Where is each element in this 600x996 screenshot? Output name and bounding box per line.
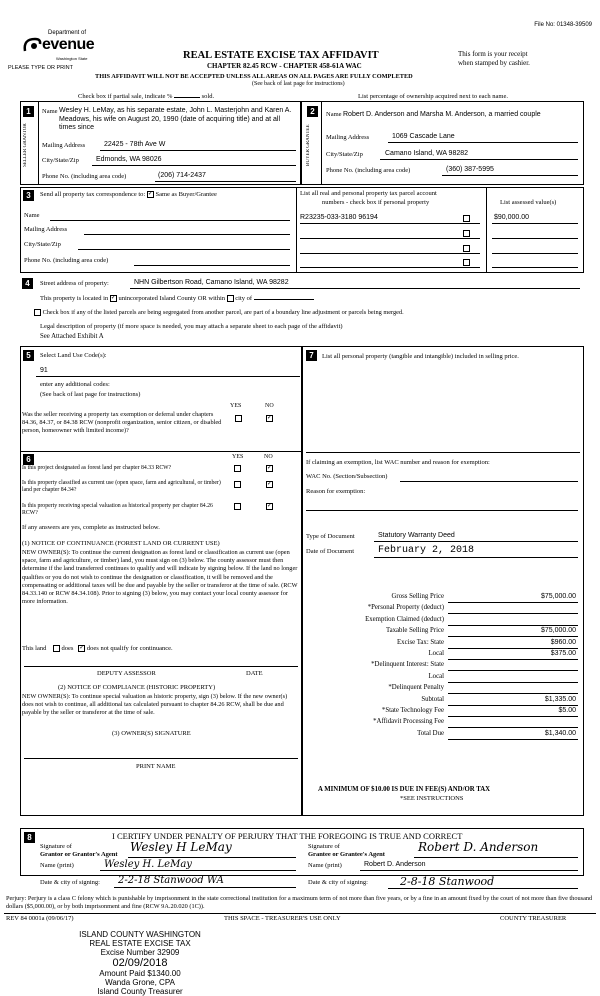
- section-6-number: 6: [23, 454, 34, 465]
- section-4-number: 4: [22, 278, 33, 289]
- grantee-agent-label: Grantee or Grantee's Agent: [308, 851, 385, 858]
- sec5-see-back: (See back of last page for instructions): [40, 391, 141, 398]
- seller-city: Edmonds, WA 98026: [96, 156, 162, 163]
- tax-row-value: $375.00: [550, 650, 576, 657]
- tax-row-line: [448, 659, 578, 660]
- section-2-number: 2: [307, 106, 318, 117]
- grantor-date-label: Date & city of signing:: [40, 879, 100, 886]
- logo-swoosh-icon: [22, 36, 42, 56]
- grantor-print-name: Wesley H. LeMay: [104, 859, 192, 870]
- grantor-name-label: Name (print): [40, 862, 74, 869]
- minimum-due: A MINIMUM OF $10.00 IS DUE IN FEE(S) AND/OR TAX: [318, 786, 491, 793]
- claiming-exemption: If claiming an exemption, list WAC number and reason for exemption:: [306, 459, 490, 466]
- parcel-header-2: numbers - check box if personal property: [322, 199, 430, 206]
- tax-row-line: [448, 716, 578, 717]
- current-use-question: Is this property classified as current use (open space, farm and agricultural, or timber) land per chapter 84.34?: [22, 480, 221, 493]
- stamp-line-4: 02/09/2018: [112, 956, 168, 969]
- personal-property-checkbox-2[interactable]: [463, 230, 470, 237]
- exemption-no-checkbox[interactable]: ✓: [267, 415, 273, 421]
- same-as-buyer-checkbox[interactable]: ✓: [147, 191, 153, 198]
- historic-yes-checkbox[interactable]: [234, 503, 241, 510]
- seller-mail-label: Mailing Address: [42, 142, 86, 149]
- see-instructions: *SEE INSTRUCTIONS: [400, 795, 464, 802]
- buyer-city: Camano Island, WA 98282: [385, 150, 469, 157]
- grantee-print-name: Robert D. Anderson: [364, 861, 426, 868]
- street-address: NHN Gilbertson Road, Camano Island, WA 98282: [134, 279, 289, 286]
- seller-mail: 22425 - 78th Ave W: [104, 141, 166, 148]
- stamp-line-1: ISLAND COUNTY WASHINGTON: [79, 930, 201, 939]
- tax-row-line: [448, 693, 578, 694]
- partial-sale-label: Check box if partial sale, indicate % sold.: [78, 93, 215, 100]
- tax-row-line: [448, 625, 578, 626]
- form-subtitle: CHAPTER 82.45 RCW - CHAPTER 458-61A WAC: [207, 62, 362, 70]
- seller-name-label: Name: [42, 108, 58, 115]
- sec3-name-label: Name: [24, 212, 40, 219]
- logo-dept: Department of: [48, 30, 87, 36]
- does-qualify-checkbox[interactable]: [53, 645, 60, 652]
- doc-type: Statutory Warranty Deed: [378, 532, 455, 539]
- street-label: Street address of property:: [40, 280, 109, 287]
- tax-row-label: Total Due: [417, 729, 444, 737]
- tax-row-label: *Affidavit Processing Fee: [373, 718, 444, 726]
- personal-property-checkbox-3[interactable]: [463, 245, 470, 252]
- grantor-agent-label: Grantor or Grantor's Agent: [40, 851, 118, 858]
- doc-date-label: Date of Document: [306, 548, 355, 555]
- deputy-assessor: DEPUTY ASSESSOR: [97, 670, 156, 677]
- reason-label: Reason for exemption:: [306, 488, 366, 495]
- unincorporated-checkbox[interactable]: ✓: [110, 295, 116, 302]
- seller-name: Wesley H. LeMay, as his separate estate, John L. Masterjohn and Karen A. Meadows, his wife on August 20, 1990 (date of acquiring title) and at all times since: [59, 107, 292, 132]
- additional-codes: enter any additional codes:: [40, 381, 110, 388]
- sec3-mail-label: Mailing Address: [24, 226, 68, 233]
- tax-row-label: Taxable Selling Price: [385, 627, 444, 635]
- please-type: PLEASE TYPE OR PRINT: [8, 65, 74, 71]
- grantor-sig-of: Signature of: [40, 843, 72, 850]
- personal-property-checkbox-1[interactable]: [463, 215, 470, 222]
- grantee-date-label: Date & city of signing:: [308, 879, 368, 886]
- perjury-notice: Perjury: Perjury is a class C felony which is punishable by imprisonment in the state correctional institution for a maximum term of not more than five years, or by a fine in an amount fixed by the court of not more than five thousand dollars ($5,000.00), or by both imprisonment and fine (RCW 9A.20.020 (1C)).: [6, 895, 593, 910]
- doc-type-label: Type of Document: [306, 533, 355, 540]
- qualify-line: This land does ✓ does not qualify for continuance.: [22, 645, 173, 652]
- seller-side-label: SELLER GRANTOR: [23, 123, 28, 167]
- tax-row-value: $960.00: [550, 638, 576, 646]
- ownership-note: List percentage of ownership acquired next to each name.: [358, 93, 508, 100]
- section-3-number: 3: [23, 190, 34, 201]
- see-back-note: (See back of last page for instructions): [252, 81, 345, 87]
- stamp-line-7: Island County Treasurer: [97, 987, 183, 996]
- personal-property-checkbox-4[interactable]: [463, 259, 470, 266]
- notice-1-title: (1) NOTICE OF CONTINUANCE (FOREST LAND OR CURRENT USE): [22, 540, 220, 547]
- sec5-yes: YES: [230, 403, 242, 409]
- print-name-label: PRINT NAME: [136, 763, 176, 770]
- tax-row-line: [448, 670, 578, 671]
- treasurer-space: THIS SPACE - TREASURER'S USE ONLY: [224, 915, 341, 922]
- sec6-yes: YES: [232, 454, 244, 460]
- buyer-mail: 1069 Cascade Lane: [392, 133, 455, 140]
- tax-row-label: Local: [428, 650, 444, 657]
- section-8-number: 8: [24, 832, 35, 843]
- land-use-code: 91: [40, 367, 48, 374]
- sec3-city-label: City/State/Zip: [24, 241, 61, 248]
- tax-row-line: [448, 636, 578, 637]
- if-any-yes: If any answers are yes, complete as instructed below.: [22, 524, 160, 531]
- tax-row-label: *Personal Property (deduct): [367, 604, 444, 612]
- seller-phone-label: Phone No. (including area code): [42, 173, 127, 180]
- tax-row-label: Gross Selling Price: [391, 593, 444, 600]
- stamp-line-3: Excise Number 32909: [100, 948, 180, 958]
- within-city-checkbox[interactable]: [227, 295, 234, 302]
- buyer-mail-label: Mailing Address: [326, 134, 370, 141]
- sec6-no: NO: [264, 454, 273, 460]
- forest-yes-checkbox[interactable]: [234, 465, 241, 472]
- logo-revenue: evenue: [42, 36, 95, 53]
- tax-row-value: $1,335.00: [544, 695, 576, 703]
- legal-desc-label: Legal description of property (if more space is needed, you may attach a separate sheet to each page of the affidavit): [40, 323, 343, 330]
- receipt-note-1: This form is your receipt: [458, 50, 528, 58]
- tax-row-line: [448, 682, 578, 683]
- tax-row-line: [448, 705, 578, 706]
- buyer-phone: (360) 387-5995: [446, 166, 494, 173]
- seller-city-label: City/State/Zip: [42, 157, 79, 164]
- exemption-question: Was the seller receiving a property tax exemption or deferral under chapters 84.36, 84.37, or 84.38 RCW (nonprofit organization, senior citizen, or disabled person, homeowner with limited income)?: [22, 411, 222, 434]
- historic-no-checkbox[interactable]: ✓: [267, 503, 273, 509]
- buyer-phone-label: Phone No. (including area code): [326, 167, 411, 174]
- tax-row-line: [448, 727, 578, 728]
- tax-row-label: Exemption Claimed (deduct): [365, 615, 444, 623]
- tax-row-value: $75,000.00: [540, 627, 576, 635]
- doc-date: February 2, 2018: [378, 545, 475, 556]
- historic-question: Is this property receiving special valuation as historical property per chapter 84.26 RCW?: [22, 503, 213, 516]
- grantee-signature: Robert D. Anderson: [418, 840, 539, 854]
- grantor-signature: Wesley H LeMay: [130, 840, 232, 854]
- stamp-line-5: Amount Paid $1340.00: [99, 968, 181, 978]
- send-correspondence-label: Send all property tax correspondence to: ✓ Same as Buyer/Grantee: [40, 191, 217, 198]
- tax-row-label: *Delinquent Penalty: [388, 684, 444, 692]
- section-7-number: 7: [306, 350, 317, 361]
- buyer-name-label: Name: [326, 111, 342, 118]
- current-use-yes-checkbox[interactable]: [234, 481, 241, 488]
- parcel-header-1: List all real and personal property tax parcel account: [300, 190, 437, 197]
- treasurer-stamp: [60, 930, 220, 996]
- tax-row-label: *State Technology Fee: [381, 707, 444, 714]
- grantee-date-city: 2-8-18 Stanwood: [400, 875, 495, 888]
- tax-row-value: $75,000.00: [540, 593, 576, 600]
- seller-phone: (206) 714-2437: [158, 172, 206, 179]
- form-title: REAL ESTATE EXCISE TAX AFFIDAVIT: [183, 50, 379, 61]
- segregated-checkbox[interactable]: [34, 309, 41, 316]
- personal-property-list: List all personal property (tangible and intangible) included in selling price.: [322, 353, 519, 360]
- county-treasurer: COUNTY TREASURER: [500, 915, 567, 922]
- legal-exhibit: See Attached Exhibit A: [40, 333, 104, 340]
- notice-2-title: (2) NOTICE OF COMPLIANCE (HISTORIC PROPERTY): [58, 684, 216, 691]
- section-1-number: 1: [23, 106, 34, 117]
- deputy-date: DATE: [246, 670, 263, 677]
- tax-row-label: Excise Tax: State: [397, 638, 444, 646]
- does-not-qualify-checkbox[interactable]: ✓: [79, 645, 85, 652]
- buyer-name: Robert D. Anderson and Marsha M. Anderson, a married couple: [343, 111, 541, 118]
- sec5-no: NO: [265, 403, 274, 409]
- dor-logo: [22, 28, 102, 64]
- tax-row-line: [448, 739, 578, 740]
- tax-row-label: *Delinquent Interest: State: [371, 661, 444, 669]
- segregated-line: Check box if any of the listed parcels are being segregated from another parcel, are part of a boundary line adjustment or parcels being merged.: [34, 309, 404, 316]
- stamp-line-2: REAL ESTATE EXCISE TAX: [89, 939, 191, 949]
- grantee-name-label: Name (print): [308, 862, 342, 869]
- sec3-phone-label: Phone No. (including area code): [24, 257, 109, 264]
- notice-2-text: NEW OWNER(S): To continue special valuation as historic property, sign (3) below. If the new owner(s) does not wish to continue, all additional tax calculated pursuant to chapter 84.26 RCW, shall be due and payable by the seller or transferor at the time of sale.: [22, 693, 288, 717]
- form-revision: REV 84 0001a (09/06/17): [6, 915, 74, 922]
- notice-1-text: NEW OWNER(S): To continue the current designation as forest land or classification as current use (open space, farm and agriculture, or timber) land, you must sign on (3) below. The county assessor must then determine if the land transferred continues to qualify and will indicate by signing below. If the land no longer qualifies or you do not wish to continue the designation or classification, it will be removed and the compensating or additional taxes will be due and payable by the seller or transferor at the time of sale. (RCW 84.33.140 or RCW 84.34.108). Prior to signing (3) below, you may contact your local county assessor for more information.: [22, 549, 298, 606]
- stamp-line-6: Wanda Grone, CPA: [105, 977, 175, 987]
- tax-row-value: $1,340.00: [544, 729, 576, 737]
- receipt-note-2: when stamped by cashier.: [458, 59, 530, 67]
- assessed-header: List assessed value(s): [500, 199, 557, 206]
- located-line: This property is located in ✓ unincorporated Island County OR within city of: [40, 295, 314, 302]
- forest-no-checkbox[interactable]: ✓: [267, 465, 273, 471]
- buyer-side-label: BUYER GRANTEE: [306, 124, 311, 166]
- tax-row-label: Subtotal: [421, 695, 444, 703]
- logo-wa: Washington State: [56, 56, 88, 61]
- assessed-value: $90,000.00: [494, 214, 530, 221]
- grantor-date-city: 2-2-18 Stanwood WA: [118, 875, 224, 886]
- section-7: [302, 346, 584, 816]
- tax-row-label: Local: [428, 672, 444, 680]
- file-number: File No: 01348-39509: [534, 22, 592, 28]
- grantee-sig-of: Signature of: [308, 843, 340, 850]
- wac-label: WAC No. (Section/Subsection): [306, 473, 388, 480]
- current-use-no-checkbox[interactable]: ✓: [267, 481, 273, 487]
- buyer-city-label: City/State/Zip: [326, 151, 363, 158]
- section-5-number: 5: [23, 350, 34, 361]
- owner-signature-label: (3) OWNER(S) SIGNATURE: [112, 730, 191, 737]
- tax-row-line: [448, 613, 578, 614]
- certify-statement: I CERTIFY UNDER PENALTY OF PERJURY THAT THE FOREGOING IS TRUE AND CORRECT: [112, 831, 463, 841]
- forest-question: Is this project designated as forest land per chapter 84.33 RCW?: [22, 465, 172, 471]
- exemption-yes-checkbox[interactable]: [235, 415, 242, 422]
- land-use-label: Select Land Use Code(s):: [40, 352, 107, 359]
- warning-text: THIS AFFIDAVIT WILL NOT BE ACCEPTED UNLESS ALL AREAS ON ALL PAGES ARE FULLY COMPLETED: [95, 73, 413, 80]
- tax-row-value: $5.00: [558, 707, 576, 714]
- tax-row-line: [448, 648, 578, 649]
- parcel-number: R23235-033-3180 96194: [300, 214, 378, 221]
- tax-row-line: [448, 602, 578, 603]
